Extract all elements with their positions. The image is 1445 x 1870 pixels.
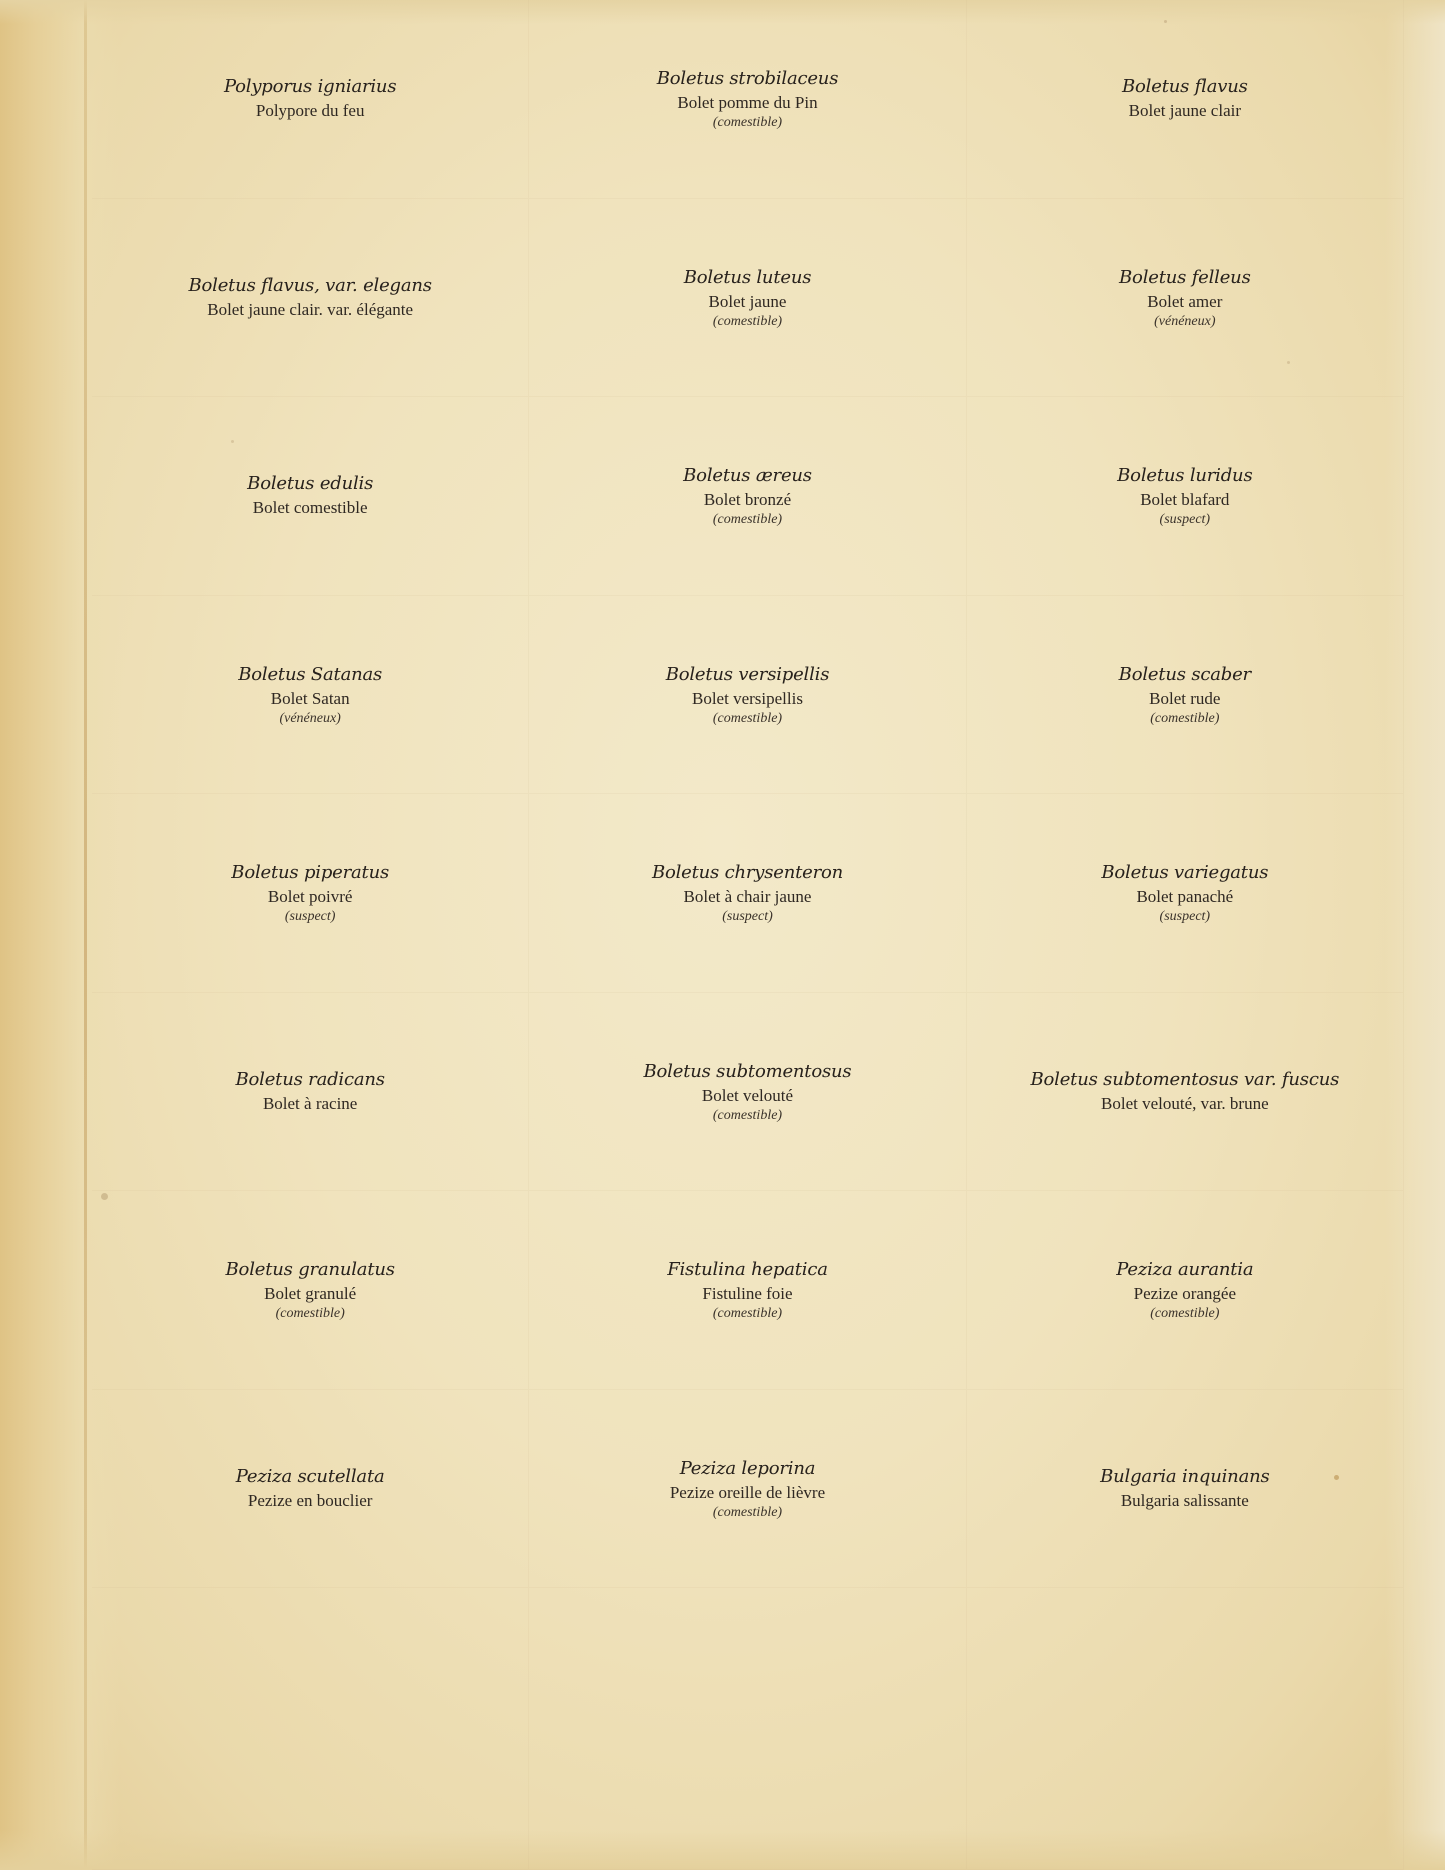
specimen-cell (967, 0, 1404, 199)
empty-cell (92, 1588, 529, 1870)
latin-name: Peziza scutellata (235, 1465, 385, 1487)
edibility-note: (vénéneux) (1154, 313, 1216, 329)
edibility-note: (suspect) (1159, 512, 1211, 528)
french-name: Pezize oreille de lièvre (669, 1482, 826, 1502)
french-name: Bolet versipellis (692, 688, 803, 708)
edibility-note: (comestible) (712, 1504, 783, 1520)
specimen-cell (967, 397, 1404, 596)
latin-name: Boletus flavus (1122, 76, 1248, 98)
french-name: Bolet jaune clair. var. élégante (207, 299, 414, 319)
french-name: Bolet jaune (708, 291, 787, 311)
specimen-cell (529, 397, 966, 596)
edibility-note: (comestible) (275, 1306, 345, 1322)
specimen-cell (967, 596, 1404, 795)
french-name: Bolet blafard (1140, 490, 1230, 510)
specimen-cell (529, 199, 966, 398)
specimen-cell (967, 794, 1404, 993)
specimen-cell (529, 1191, 966, 1390)
latin-name: Boletus granulatus (225, 1259, 395, 1281)
french-name: Bulgaria salissante (1120, 1490, 1249, 1510)
specimen-cell (92, 0, 529, 199)
latin-name: Boletus piperatus (231, 862, 390, 884)
french-name: Bolet rude (1149, 688, 1221, 708)
latin-name: Boletus versipellis (665, 663, 830, 685)
latin-name: Peziza aurantia (1116, 1259, 1254, 1281)
latin-name: Boletus edulis (247, 473, 374, 495)
latin-name: Boletus luteus (683, 266, 812, 288)
edibility-note: (suspect) (284, 909, 336, 925)
french-name: Bolet poivré (267, 887, 353, 907)
specimen-cell (529, 794, 966, 993)
edibility-note: (comestible) (712, 115, 783, 131)
specimen-cell (92, 596, 529, 795)
edibility-note: (comestible) (712, 710, 783, 726)
specimen-cell (529, 993, 966, 1192)
latin-name: Boletus subtomentosus var. fuscus (1030, 1068, 1340, 1090)
latin-name: Boletus flavus, var. elegans (188, 274, 432, 296)
specimen-grid (92, 0, 1404, 1870)
specimen-cell (529, 0, 966, 199)
french-name: Bolet velouté (701, 1085, 794, 1105)
edibility-note: (comestible) (1150, 1306, 1220, 1322)
french-name: Bolet bronzé (703, 490, 792, 510)
latin-name: Boletus strobilaceus (656, 68, 839, 90)
latin-name: Polyporus igniarius (223, 76, 397, 98)
specimen-cell (92, 199, 529, 398)
edibility-note: (suspect) (722, 909, 773, 925)
specimen-cell (529, 596, 966, 795)
french-name: Bolet à chair jaune (683, 887, 812, 907)
edibility-note: (comestible) (712, 313, 783, 329)
specimen-cell (92, 993, 529, 1192)
latin-name: Boletus scaber (1118, 663, 1251, 685)
latin-name: Peziza leporina (679, 1457, 816, 1479)
edibility-note: (comestible) (712, 512, 783, 528)
specimen-cell (529, 1390, 966, 1589)
latin-name: Boletus luridus (1117, 465, 1253, 487)
edibility-note: (comestible) (712, 1107, 783, 1123)
latin-name: Boletus subtomentosus (643, 1060, 852, 1082)
latin-name: Boletus æreus (683, 465, 812, 487)
french-name: Polypore du feu (255, 101, 365, 121)
french-name: Bolet amer (1147, 291, 1223, 311)
specimen-cell (967, 1191, 1404, 1390)
specimen-cell (967, 1390, 1404, 1589)
empty-cell (967, 1588, 1404, 1870)
latin-name: Fistulina hepatica (667, 1259, 828, 1281)
specimen-cell (967, 993, 1404, 1192)
specimen-cell (92, 1191, 529, 1390)
french-name: Bolet Satan (270, 688, 350, 708)
specimen-cell (92, 1390, 529, 1589)
specimen-cell (967, 199, 1404, 398)
french-name: Pezize orangée (1133, 1284, 1237, 1304)
edibility-note: (comestible) (712, 1306, 783, 1322)
french-name: Pezize en bouclier (247, 1490, 373, 1510)
specimen-cell (92, 794, 529, 993)
edibility-note: (suspect) (1159, 909, 1211, 925)
latin-name: Boletus variegatus (1101, 862, 1269, 884)
latin-name: Bulgaria inquinans (1100, 1465, 1270, 1487)
french-name: Bolet jaune clair (1128, 101, 1241, 121)
french-name: Bolet pomme du Pin (677, 93, 818, 113)
french-name: Bolet comestible (252, 498, 368, 518)
latin-name: Boletus radicans (235, 1068, 385, 1090)
empty-cell (529, 1588, 966, 1870)
french-name: Fistuline foie (702, 1284, 793, 1304)
latin-name: Boletus Satanas (238, 663, 383, 685)
specimen-cell (92, 397, 529, 596)
edibility-note: (vénéneux) (279, 710, 341, 726)
french-name: Bolet granulé (264, 1284, 357, 1304)
edibility-note: (comestible) (1150, 710, 1220, 726)
paper-fold-line (84, 0, 87, 1870)
latin-name: Boletus felleus (1119, 266, 1251, 288)
french-name: Bolet velouté, var. brune (1101, 1093, 1269, 1113)
french-name: Bolet panaché (1136, 887, 1234, 907)
latin-name: Boletus chrysenteron (651, 862, 844, 884)
french-name: Bolet à racine (262, 1093, 358, 1113)
